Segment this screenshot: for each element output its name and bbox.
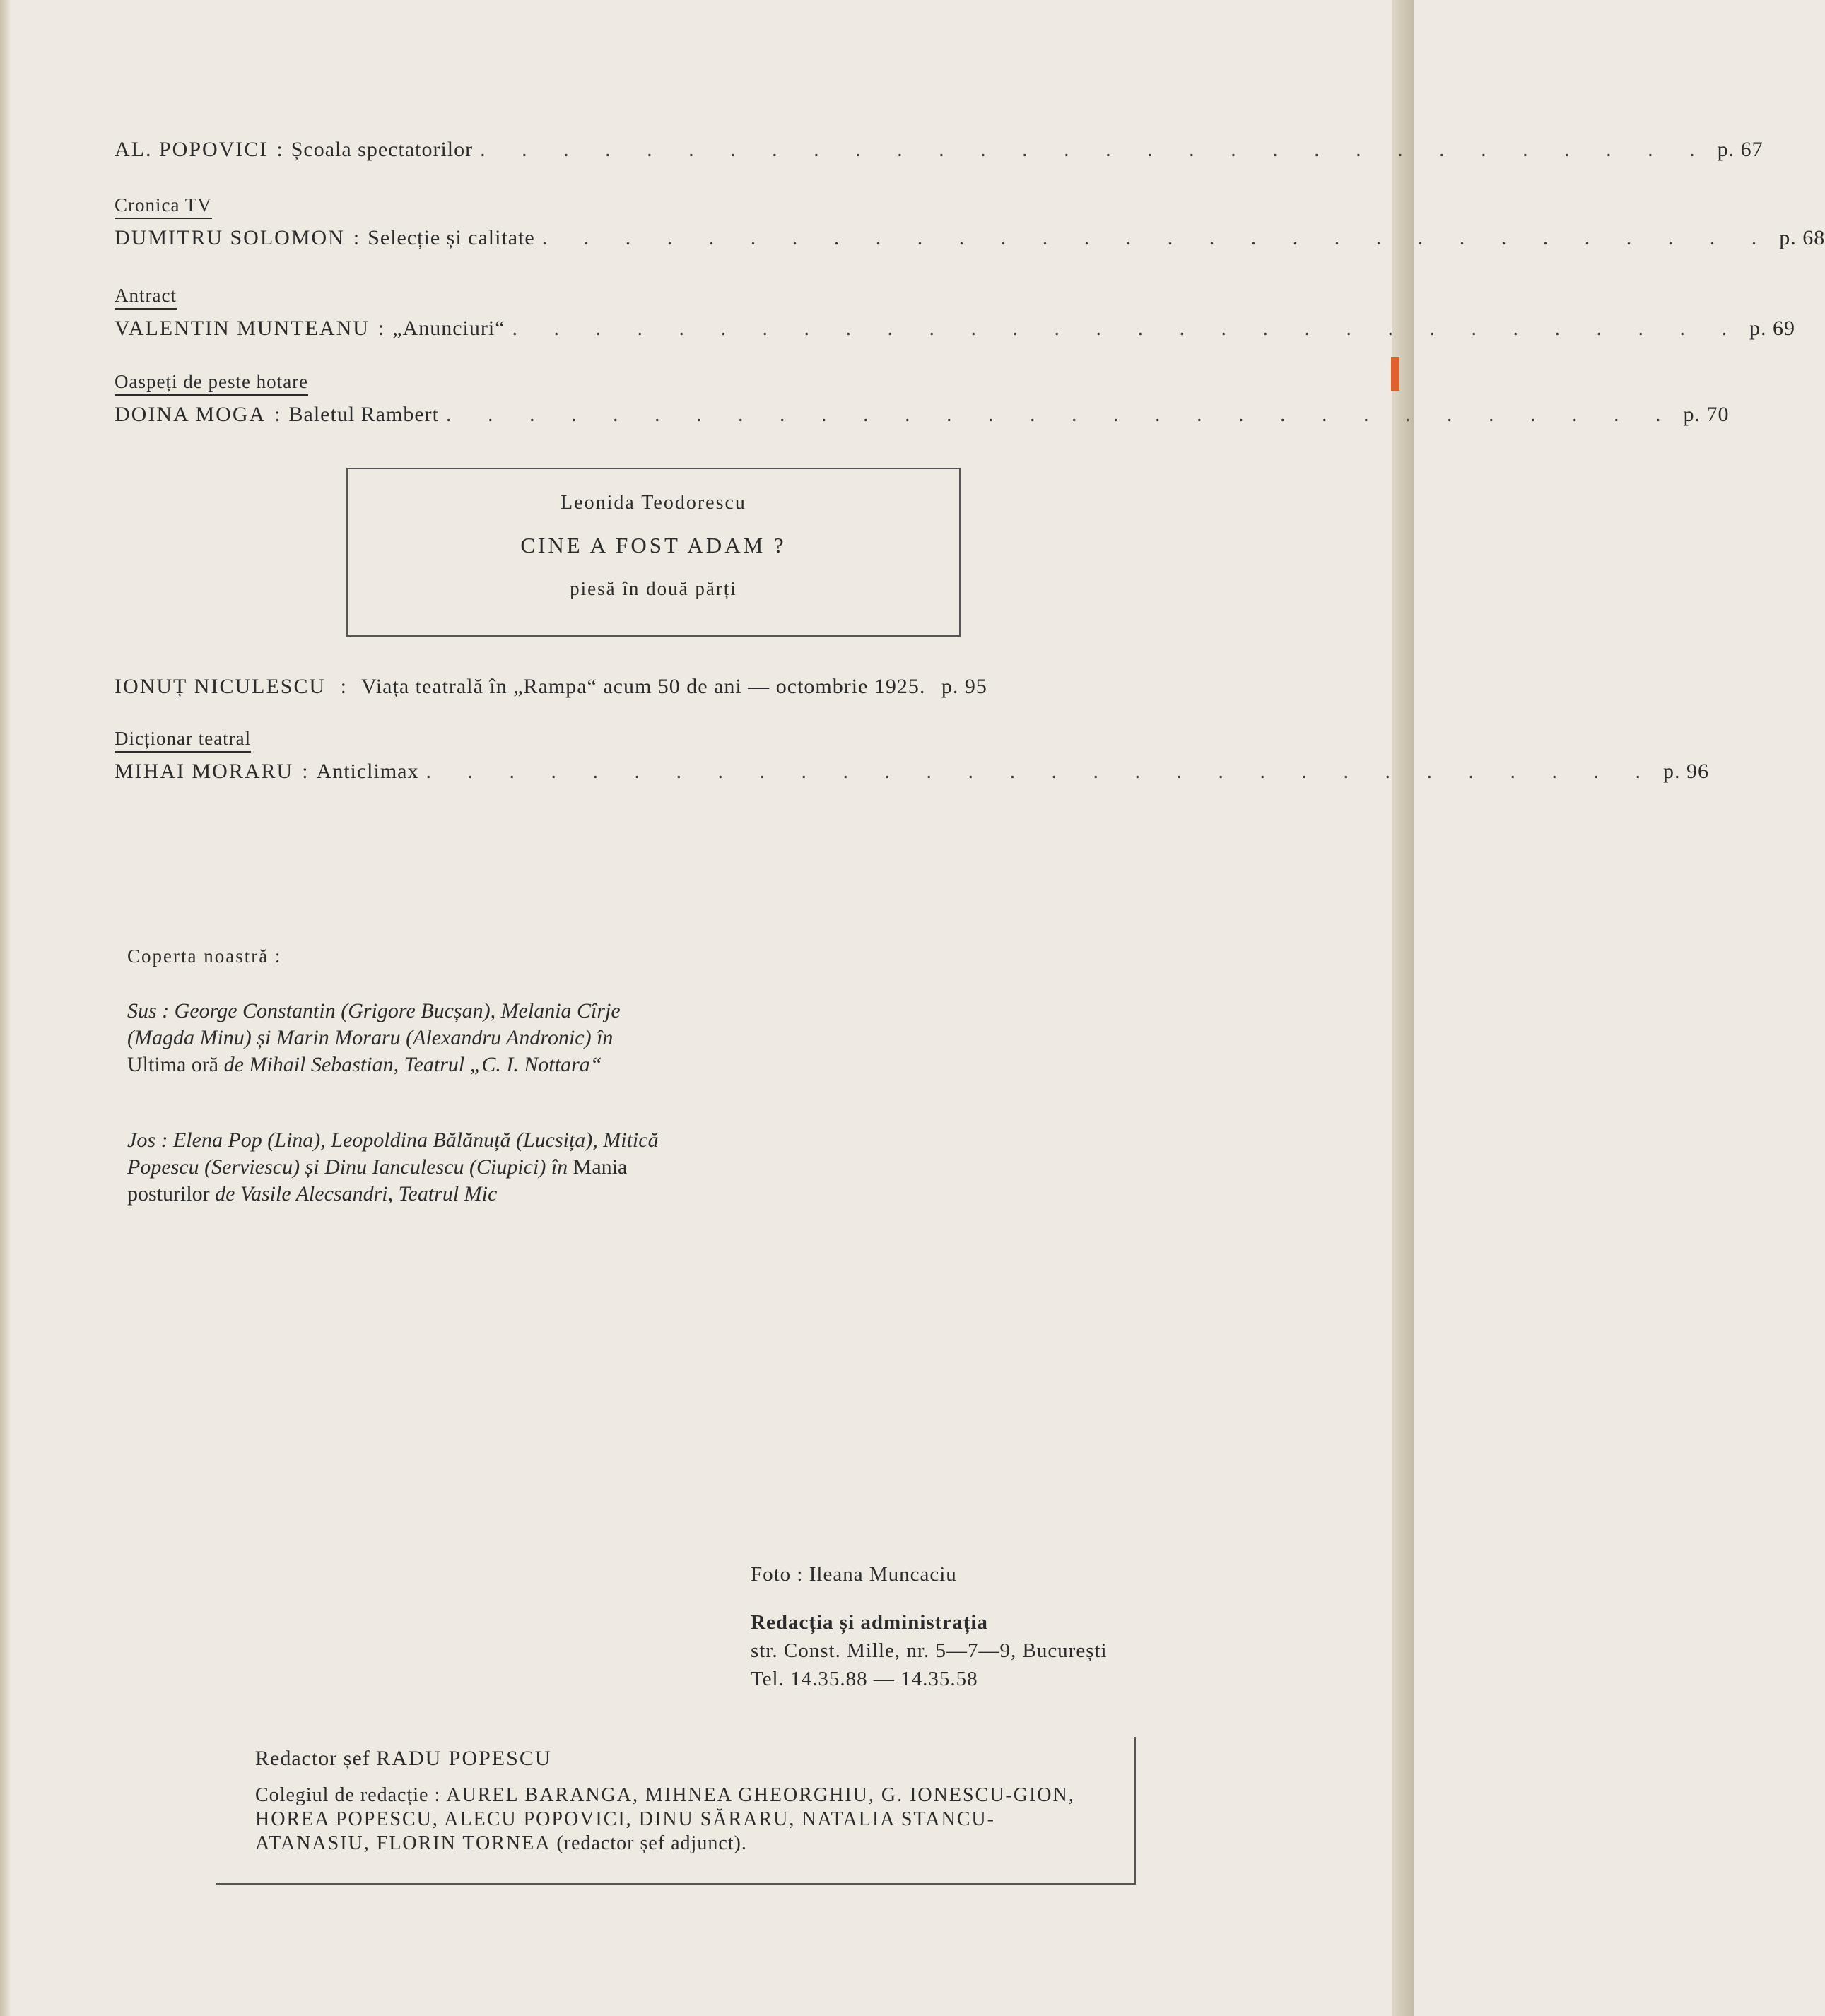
toc-page-number: p. 96 [1663,760,1710,783]
toc-page-number: p. 69 [1749,317,1796,340]
editorial-board [255,1784,1103,1856]
toc-separator: : [276,138,283,161]
cover-top-caption [127,998,664,1078]
toc-dot-leader: . . . . . . . . . . . . . . . . . . . . . . . . . . . . . . [445,403,1677,426]
toc-author: AL. POPOVICI [115,138,269,161]
toc-title: Viața teatrală în „Rampa“ acum 50 de ani — octombrie 1925. [360,675,926,698]
page-marker [1391,357,1399,391]
toc-title: „Anunciuri“ [392,317,505,340]
toc-entry-moraru [115,728,1710,784]
toc-line [115,403,1730,427]
toc-line [115,317,1796,341]
toc-title: Anticlimax [316,760,419,783]
cover-bottom-text: Elena Pop (Lina), Leopoldina Bălănuță (Lucsița), Mitică Popescu (Serviescu) și Dinu Ianculescu (Ciupici) în [127,1128,659,1179]
toc-separator: : [274,403,281,426]
photo-credit: Foto : Ileana Muncaciu [751,1563,957,1586]
toc-dot-leader: . . . . . . . . . . . . . . . . . . . . . . . . . . . . . . [512,317,1743,340]
toc-title: Baletul Rambert [288,403,439,426]
toc-line [115,760,1710,784]
page-edge-left [0,0,10,2016]
toc-title: Selecție și calitate [368,226,535,249]
toc-dot-leader: . . . . . . . . . . . . . . . . . . . . . . . . . . . . . . [426,760,1657,783]
toc-author: IONUȚ NICULESCU [115,675,327,698]
cover-top-text-end: de Mihail Sebastian, Teatrul „C. I. Nottara“ [223,1053,602,1076]
toc-page-number: p. 68 [1779,226,1825,249]
cover-top-label: Sus : [127,999,170,1022]
editorial-board-names: AUREL BARANGA, MIHNEA GHEORGHIU, G. IONESCU-GION, HOREA POPESCU, ALECU POPOVICI, DINU SĂRARU, NATALIA STANCU-ATANASIU, FLORIN TORNEA [255,1784,1075,1854]
toc-line [115,138,1764,162]
play-box [346,468,961,637]
toc-entry-niculescu [115,675,1189,699]
toc-line [115,226,1825,250]
cover-bottom-caption [127,1127,664,1208]
toc-dot-leader: . . . . . . . . . . . . . . . . . . . . . . . . . . . . . . [541,226,1773,249]
toc-separator: : [377,317,385,340]
chief-editor-name: RADU POPESCU [376,1747,552,1770]
cover-top-play-title: Ultima oră [127,1053,219,1076]
page-edge-right [1392,0,1414,2016]
toc-entry-moga [115,371,1730,427]
toc-page-number: p. 70 [1683,403,1730,426]
cover-top-text: George Constantin (Grigore Bucșan), Melania Cîrje (Magda Minu) și Marin Moraru (Alexandru Andronic) în [127,999,621,1049]
cover-heading: Coperta noastră : [127,945,282,967]
toc-page-number: p. 67 [1717,138,1764,161]
toc-section-label: Oaspeți de peste hotare [115,371,308,396]
toc-author: DUMITRU SOLOMON [115,226,345,249]
play-title: CINE A FOST ADAM ? [520,533,787,558]
cover-bottom-play-title: Mania posturilor [127,1155,628,1206]
toc-separator: : [340,675,347,698]
toc-section-label: Dicționar teatral [115,728,251,753]
toc-entry-solomon [115,194,1825,250]
office-phone: Tel. 14.35.88 — 14.35.58 [751,1668,978,1690]
toc-author: MIHAI MORARU [115,760,294,783]
cover-bottom-text-end: de Vasile Alecsandri, Teatrul Mic [215,1182,498,1206]
editorial-board-note: (redactor șef adjunct). [556,1832,747,1854]
editorial-board-label: Colegiul de redacție : [255,1784,441,1806]
toc-separator: : [302,760,308,783]
toc-separator: : [353,226,360,249]
office-address: str. Const. Mille, nr. 5—7—9, București [751,1639,1108,1662]
cover-bottom-label: Jos : [127,1128,168,1152]
editorial-staff-box [216,1737,1136,1885]
play-subtitle: piesă în două părți [570,578,737,599]
toc-section-label: Cronica TV [115,194,212,219]
toc-section-label: Antract [115,285,177,310]
toc-title: Școala spectatorilor [291,138,474,161]
credits-block [751,1560,1210,1693]
toc-entry-popovici [115,138,1764,162]
toc-author: DOINA MOGA [115,403,266,426]
toc-author: VALENTIN MUNTEANU [115,317,370,340]
toc-page-number: p. 95 [941,675,987,698]
play-author: Leonida Teodorescu [561,492,746,514]
toc-entry-munteanu [115,285,1796,341]
chief-editor [255,1747,1103,1771]
toc-dot-leader: . . . . . . . . . . . . . . . . . . . . . . . . . . . . . . [480,138,1710,161]
chief-editor-label: Redactor șef [255,1747,370,1770]
office-heading: Redacția și administrația [751,1611,988,1634]
